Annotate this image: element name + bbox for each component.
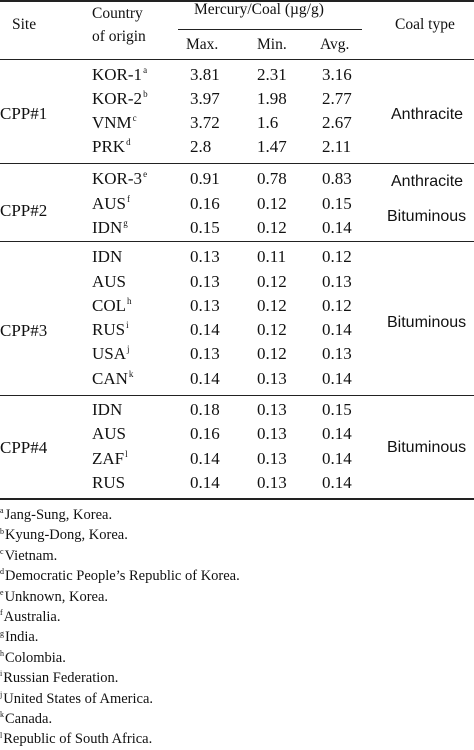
footnote-text: India. [5,629,39,646]
max-value: 0.13 [190,296,220,315]
avg-value: 0.15 [322,400,352,419]
footnote-marker: d [0,567,4,577]
footnote-marker: b [143,89,148,100]
footnote-marker: h [127,296,132,307]
country-cell [92,321,129,338]
footnote [0,528,128,543]
min-value: 1.6 [257,113,279,132]
footnote-marker: k [128,369,134,380]
footnote-marker: f [0,608,3,618]
coal-type-label: Bituminous [387,439,467,456]
header-site: Site [12,16,37,33]
min-value: 0.13 [257,369,287,388]
group-rule-1 [0,163,474,164]
max-value: 0.13 [190,344,220,363]
site-label: CPP#2 [0,201,48,220]
avg-value: 0.14 [322,320,352,339]
footnote-marker: i [0,669,3,679]
footnote-marker: l [125,449,128,460]
footnote-text: Jang-Sung, Korea. [4,507,113,523]
header-avg: Avg. [320,36,350,53]
footnote [0,712,52,727]
footnote-text: Vietnam. [4,547,58,564]
footnote-text: Democratic People’s Republic of Korea. [5,568,240,585]
country-cell [92,248,122,265]
min-value: 0.12 [257,218,287,237]
min-value: 0.12 [257,344,287,363]
country-name: KOR-3 [92,169,143,188]
min-value: 0.12 [257,194,287,213]
country-name: KOR-1 [92,65,143,84]
country-name: KOR-2 [92,89,143,108]
footnote [0,546,58,564]
max-value: 3.81 [190,65,220,84]
footnote-text: Republic of South Africa. [3,731,153,748]
avg-value: 0.14 [322,218,352,237]
header-country-line2: of origin [92,28,146,45]
country-cell [92,66,147,83]
footnote-marker: i [126,320,129,331]
min-value: 1.47 [257,137,287,156]
min-value: 0.11 [257,247,287,266]
footnote [0,630,38,645]
max-value: 0.14 [190,473,220,492]
country-name: RUS [92,473,126,492]
footnote-text: Kyung-Dong, Korea. [5,527,128,544]
avg-value: 0.12 [322,296,352,315]
min-value: 2.31 [257,65,287,84]
footnote-marker: c [132,113,137,124]
min-value: 0.12 [257,320,287,339]
country-name: ZAF [92,449,125,468]
footnote [0,648,66,666]
country-name: IDN [92,247,123,266]
footnote-marker: a [0,506,4,516]
country-name: AUS [92,194,127,213]
country-cell [92,90,148,107]
header-max: Max. [186,36,219,53]
min-value: 0.12 [257,272,287,291]
max-value: 2.8 [190,137,212,156]
coal-type-label: Bituminous [387,314,467,331]
site-label: CPP#3 [0,321,48,340]
country-name: AUS [92,272,127,291]
max-value: 0.13 [190,272,220,291]
country-cell [92,425,126,442]
avg-value: 0.14 [322,473,352,492]
footnote-marker: l [0,730,3,740]
avg-value: 3.16 [322,65,352,84]
country-cell [92,170,147,187]
footnote-marker: c [0,546,4,556]
avg-value: 0.15 [322,194,352,213]
country-cell [92,114,137,131]
footnote-text: Russian Federation. [3,670,119,687]
avg-value: 0.14 [322,449,352,468]
footnote-marker: e [0,587,4,597]
site-label: CPP#4 [0,438,48,457]
avg-value: 2.67 [322,113,352,132]
footnote [0,508,112,523]
country-name: PRK [92,137,126,156]
country-name: COL [92,296,126,315]
country-cell [92,138,131,155]
footnote-marker: d [126,137,131,148]
footnote-marker: g [123,218,128,229]
coal-type-label: Bituminous [387,208,467,225]
footnote-text: Australia. [3,609,61,625]
country-cell [92,195,130,212]
footnote-text: Colombia. [5,649,66,666]
min-value: 0.12 [257,296,287,315]
country-cell [92,474,125,491]
country-cell [92,450,128,467]
avg-value: 0.83 [322,169,352,188]
country-cell [92,370,133,387]
max-value: 0.16 [190,424,220,443]
mercury-subheader-rule [178,29,362,30]
min-value: 1.98 [257,89,287,108]
max-value: 0.14 [190,449,220,468]
min-value: 0.13 [257,473,287,492]
country-name: IDN [92,400,123,419]
max-value: 3.97 [190,89,220,108]
bottom-rule [0,498,474,500]
footnote-marker: g [0,628,4,638]
footnote-marker: j [0,689,3,699]
country-name: VNM [92,113,132,132]
country-name: IDN [92,218,123,237]
avg-value: 0.14 [322,369,352,388]
header-coal-type: Coal type [395,16,455,33]
max-value: 0.15 [190,218,220,237]
country-cell [92,345,130,362]
header-country-line1: Country [92,5,143,22]
avg-value: 2.11 [322,137,352,156]
footnote [0,587,109,605]
avg-value: 0.13 [322,272,352,291]
min-value: 0.13 [257,400,287,419]
max-value: 0.16 [190,194,220,213]
footnote [0,671,118,686]
footnote [0,689,154,707]
min-value: 0.78 [257,169,287,188]
country-name: RUS [92,320,126,339]
avg-value: 0.14 [322,424,352,443]
footnote-marker: e [143,169,148,180]
country-name: AUS [92,424,127,443]
country-name: CAN [92,369,128,388]
footnote-marker: h [0,648,4,658]
avg-value: 2.77 [322,89,352,108]
footnote-marker: k [0,710,4,720]
header-bottom-rule [0,59,474,60]
group-rule-2 [0,241,474,242]
footnote [0,610,60,625]
header-min: Min. [257,36,287,53]
site-label: CPP#1 [0,104,48,123]
group-rule-3 [0,395,474,396]
max-value: 0.13 [190,247,220,266]
footnote-text: Canada. [5,711,53,727]
footnote-text: Unknown, Korea. [4,588,109,605]
country-cell [92,297,132,314]
country-cell [92,219,128,236]
footnote-marker: f [127,194,131,205]
footnote-marker: j [127,344,130,355]
country-name: USA [92,344,127,363]
country-cell [92,273,126,290]
country-cell [92,401,122,418]
max-value: 0.14 [190,320,220,339]
header-mercury-coal: Mercury/Coal (µg/g) [194,1,324,18]
avg-value: 0.13 [322,344,352,363]
footnote-text: United States of America. [3,690,154,707]
footnote-marker: a [143,65,148,76]
coal-type-label: Anthracite [391,106,464,123]
min-value: 0.13 [257,424,287,443]
max-value: 0.14 [190,369,220,388]
footnote [0,732,152,747]
avg-value: 0.12 [322,247,352,266]
min-value: 0.13 [257,449,287,468]
coal-type-label: Anthracite [391,173,464,190]
footnote-marker: b [0,526,4,536]
max-value: 0.18 [190,400,220,419]
max-value: 3.72 [190,113,220,132]
max-value: 0.91 [190,169,220,188]
footnote [0,569,240,584]
